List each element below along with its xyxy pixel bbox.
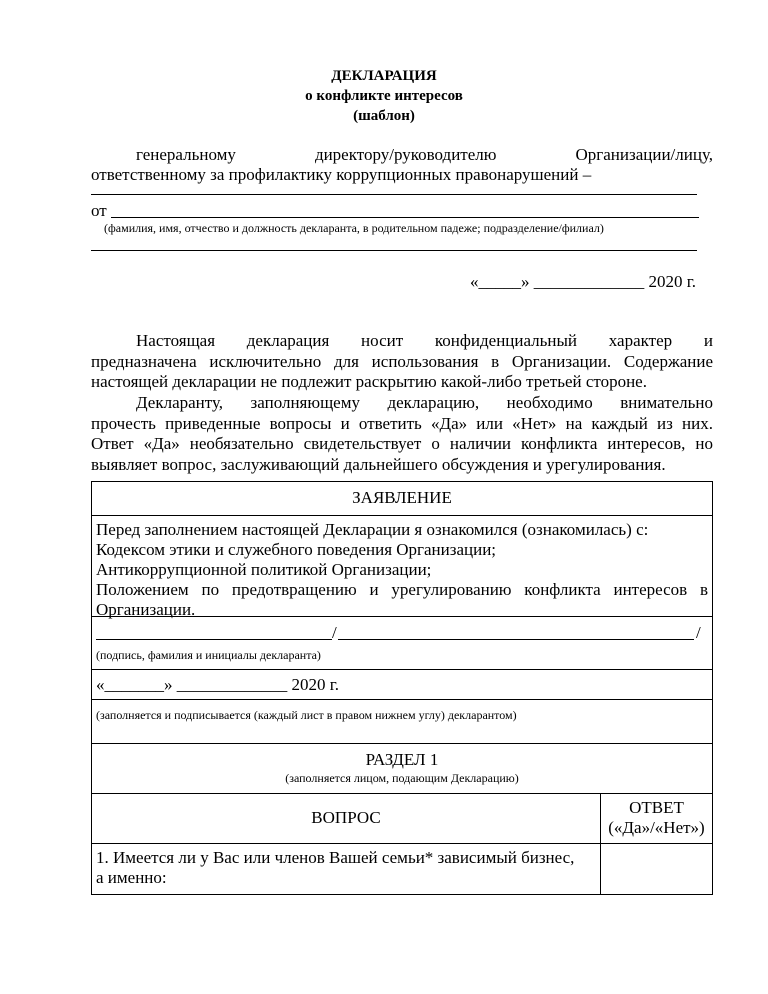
addressee-line-1 — [136, 145, 713, 165]
addressee-word-2: директору/руководителю — [314, 145, 497, 164]
statement-line: Организации. — [96, 600, 196, 619]
intro-p2-line: прочесть приведенные вопросы и ответить «Да» или «Нет» на каждый из них. — [91, 413, 713, 433]
addressee-line-2: ответственному за профилактику коррупционных правонарушений – — [91, 165, 592, 184]
statement-line: Перед заполнением настоящей Декларации я ознакомился (ознакомилась) с: — [96, 520, 649, 539]
signature-row — [92, 617, 712, 670]
intro-p2-line: Ответ «Да» необязательно свидетельствует о наличии конфликта интересов, но — [91, 434, 713, 454]
addressee-word-3: Организации/лицу, — [575, 145, 713, 164]
document-title: ДЕКЛАРАЦИЯ — [331, 68, 437, 84]
intro-p1-line: настоящей декларации не подлежит раскрытию какой-либо третьей стороне. — [91, 372, 647, 392]
signature-slash: / — [696, 623, 701, 642]
signature-slash: / — [332, 623, 337, 642]
question-1-line: а именно: — [96, 868, 167, 887]
section-title: РАЗДЕЛ 1 — [365, 750, 439, 769]
addressee-blank-line — [91, 194, 697, 195]
intro-p1-line: Настоящая декларация носит конфиденциальный характер и — [136, 331, 713, 350]
answer-1-cell[interactable] — [601, 844, 712, 894]
section-hint: (заполняется лицом, подающим Декларацию) — [285, 771, 519, 785]
declaration-table — [91, 481, 713, 895]
column-header-row — [92, 794, 712, 844]
answer-column-subheader: («Да»/«Нет») — [608, 818, 705, 837]
statement-header: ЗАЯВЛЕНИЕ — [352, 488, 452, 507]
from-blank-line — [111, 217, 699, 218]
date-row — [92, 670, 712, 700]
intro-paragraph-2 — [91, 393, 713, 476]
template-note: (шаблон) — [353, 108, 415, 124]
statement-header-row — [92, 482, 712, 516]
statement-line: Антикоррупционной политикой Организации; — [96, 560, 432, 579]
question-column-header: ВОПРОС — [311, 808, 381, 827]
signature-hint: (подпись, фамилия и инициалы декларанта) — [96, 648, 321, 662]
intro-paragraph-1 — [91, 331, 713, 393]
name-blank — [338, 639, 694, 640]
statement-body-row — [92, 516, 712, 617]
question-row — [92, 844, 712, 894]
declaration-date: «_____» _____________ 2020 г. — [470, 272, 697, 291]
fill-note-row — [92, 700, 712, 744]
intro-p2-line: Декларанту, заполняющему декларацию, необходимо внимательно — [136, 393, 713, 412]
signature-blank — [96, 639, 332, 640]
statement-line: Положением по предотвращению и урегулированию конфликта интересов в — [96, 580, 708, 599]
from-label: от — [91, 201, 107, 220]
question-1-line: 1. Имеется ли у Вас или членов Вашей семьи* зависимый бизнес, — [96, 848, 575, 867]
section-row — [92, 744, 712, 794]
fill-note: (заполняется и подписывается (каждый лист в правом нижнем углу) декларантом) — [96, 708, 517, 722]
from-hint: (фамилия, имя, отчество и должность декларанта, в родительном падеже; подразделение/филиал) — [104, 221, 604, 235]
intro-p2-line: выявляет вопрос, заслуживающий дальнейшего обсуждения и урегулирования. — [91, 455, 666, 475]
table-date: «_______» _____________ 2020 г. — [96, 675, 340, 694]
statement-line: Кодексом этики и служебного поведения Организации; — [96, 540, 497, 559]
answer-column-header: ОТВЕТ — [629, 798, 684, 817]
addressee-word-1: генеральному — [136, 145, 236, 164]
from-blank-line-2 — [91, 250, 697, 251]
document-subtitle: о конфликте интересов — [305, 88, 463, 104]
intro-p1-line: предназначена исключительно для использования в Организации. Содержание — [91, 351, 713, 371]
